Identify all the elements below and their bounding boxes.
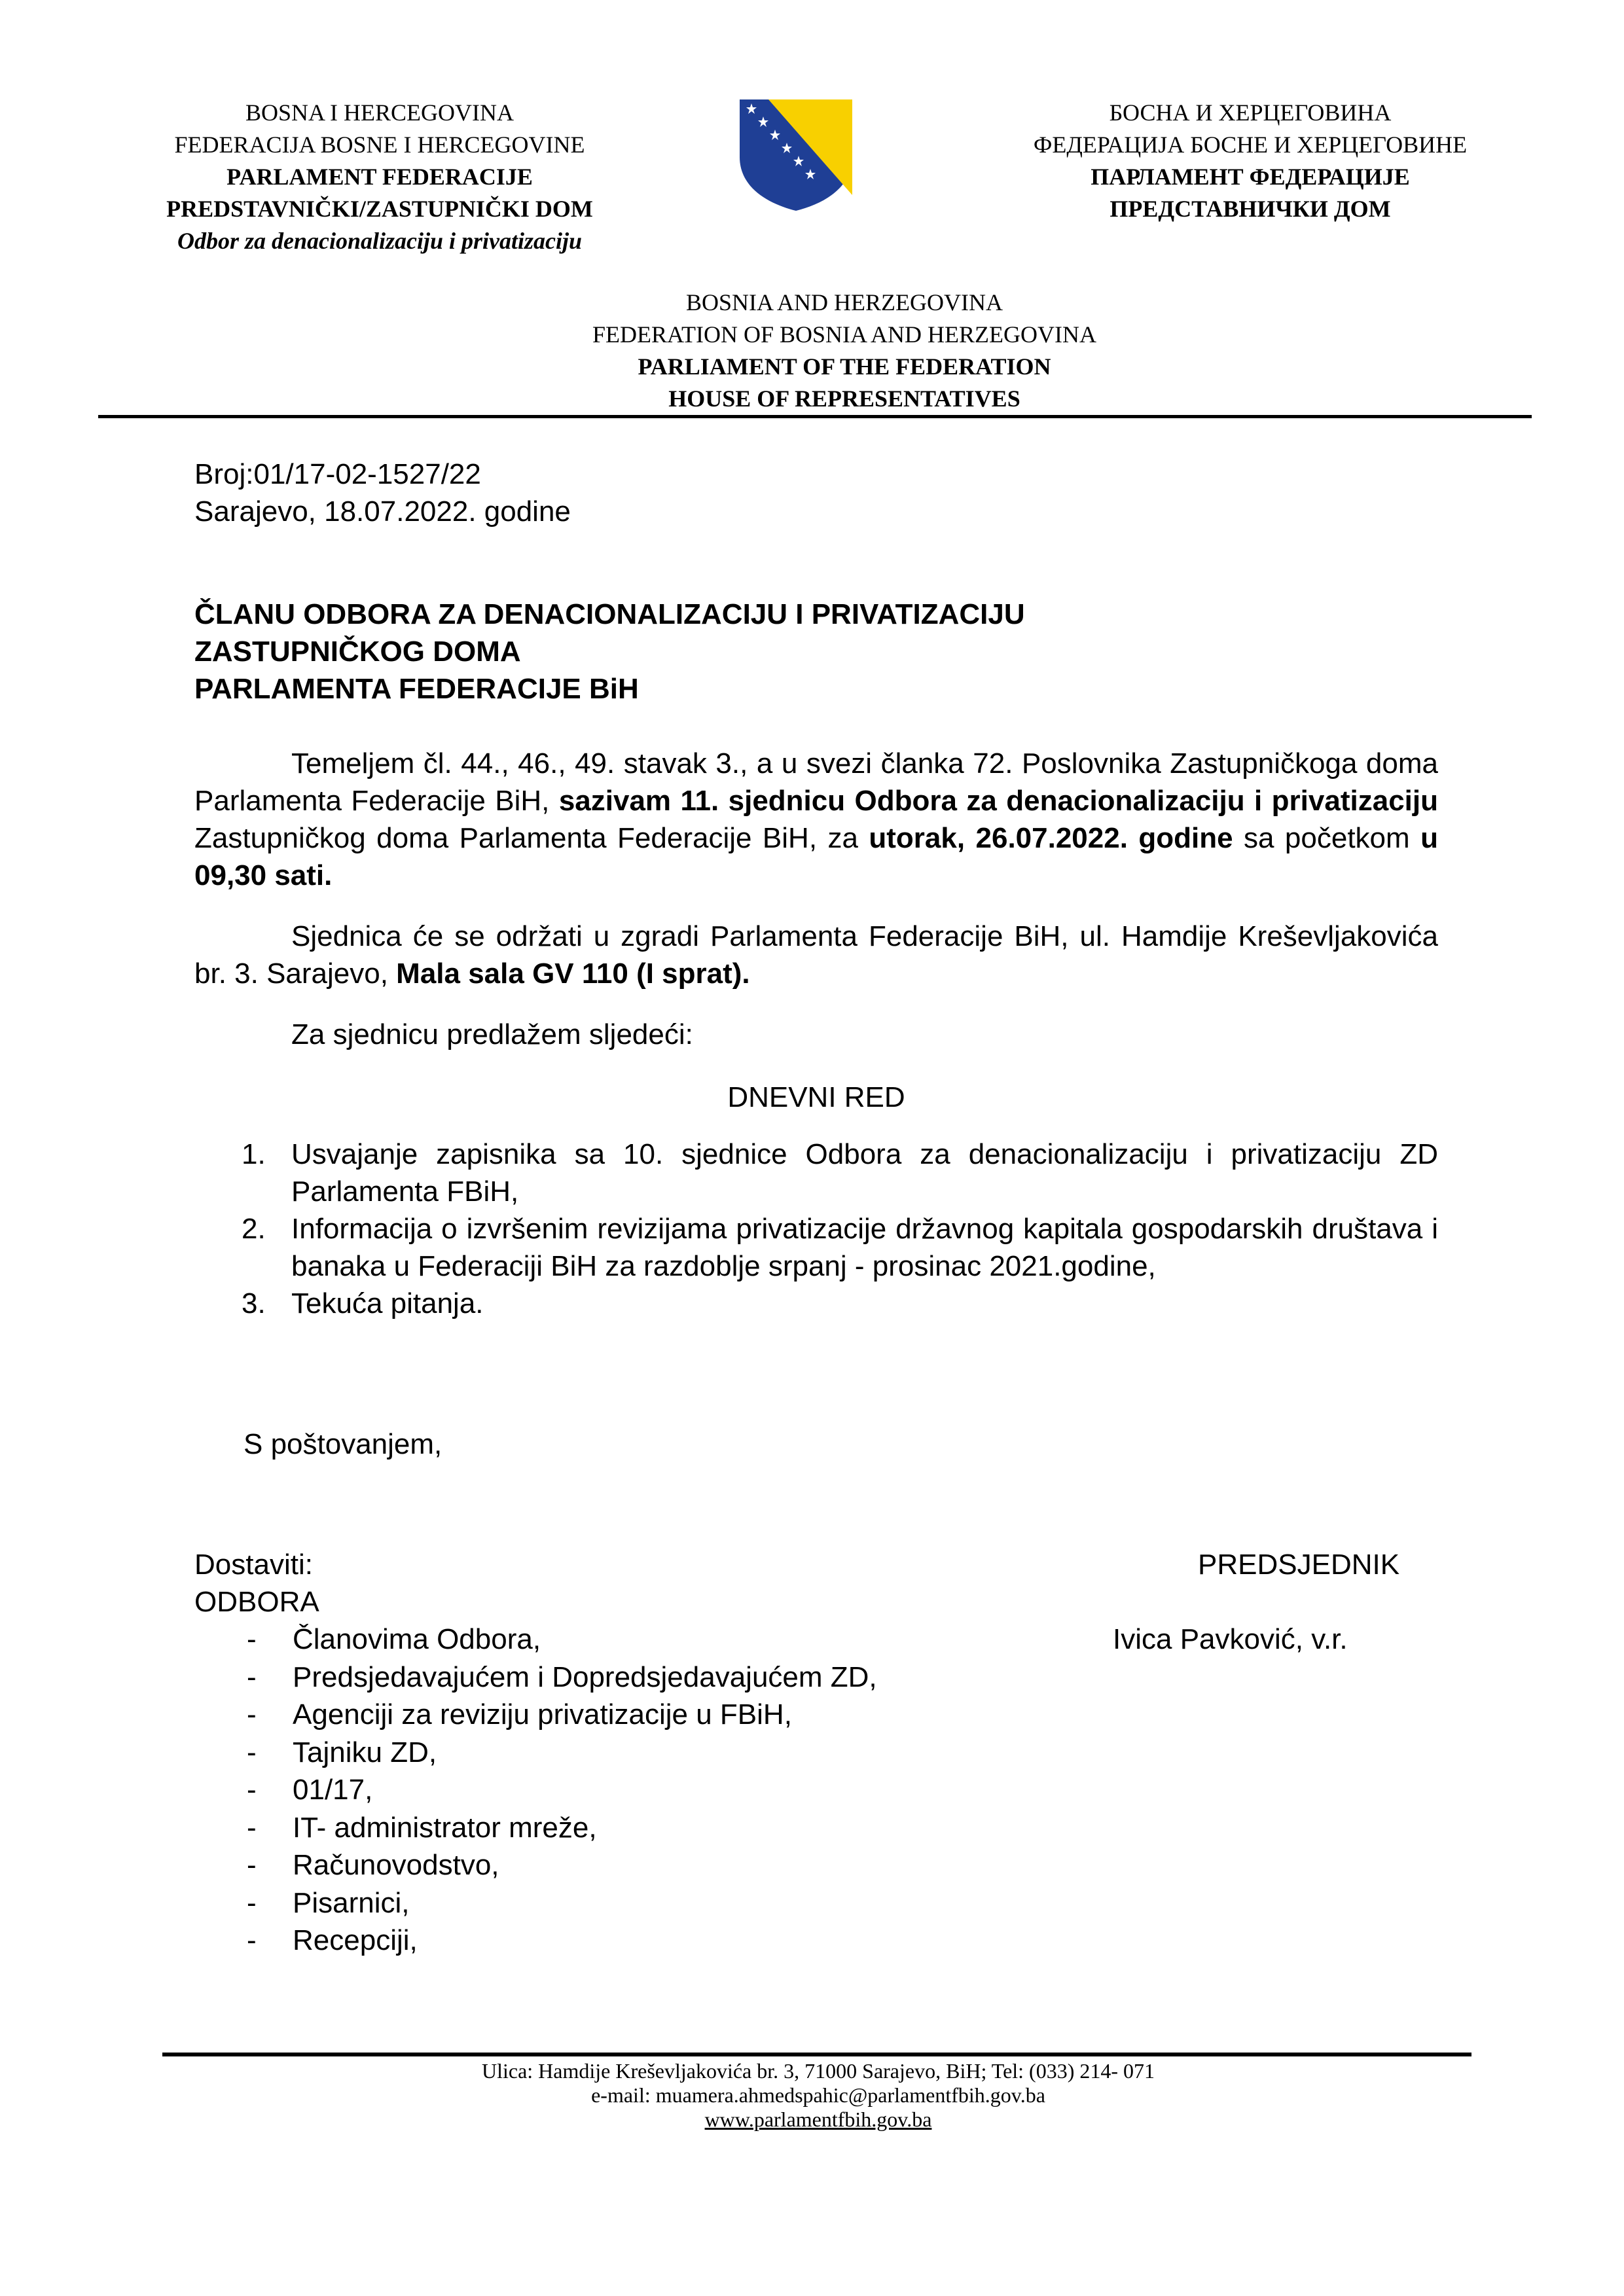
- recipient-item: [194, 1621, 877, 1659]
- reference-block: [194, 456, 571, 530]
- recipient-text: Pisarnici,: [293, 1886, 410, 1919]
- place-date: Sarajevo, 18.07.2022. godine: [194, 495, 571, 528]
- agenda-item-number: 2.: [242, 1213, 266, 1245]
- dash-bullet: -: [247, 1849, 257, 1881]
- header-en-line-3: PARLIAMENT OF THE FEDERATION: [638, 353, 1051, 380]
- closing-greeting: S poštovanjem,: [244, 1428, 442, 1460]
- recipient-item: [194, 1696, 877, 1734]
- recipient-text: Predsjedavajućem i Dopredsjedavajućem ZD,: [293, 1660, 877, 1693]
- recipient-text: Računovodstvo,: [293, 1849, 499, 1881]
- addressee: [194, 596, 1025, 708]
- recipient-item: [194, 1809, 877, 1847]
- header-left-line-4: PREDSTAVNIČKI/ZASTUPNIČKI DOM: [166, 196, 593, 222]
- agenda-intro: Za sjednicu predlažem sljedeći:: [291, 1018, 693, 1050]
- addressee-line-1: ČLANU ODBORA ZA DENACIONALIZACIJU I PRIVATIZACIJU: [194, 598, 1025, 630]
- dash-bullet: -: [247, 1774, 257, 1806]
- header-right: [956, 97, 1545, 225]
- recipient-item: [194, 1659, 877, 1696]
- header-en-line-2: FEDERATION OF BOSNIA AND HERZEGOVINA: [592, 321, 1096, 348]
- recipients-list: [194, 1621, 877, 1960]
- agenda-item-text: Usvajanje zapisnika sa 10. sjednice Odbora za denacionalizaciju i privatizaciju ZD Parlamenta FBiH,: [291, 1138, 1438, 1208]
- dash-bullet: -: [247, 1698, 257, 1731]
- footer-divider: [162, 2053, 1471, 2056]
- header-en-line-4: HOUSE OF REPRESENTATIVES: [668, 386, 1020, 412]
- agenda-item-number: 3.: [242, 1287, 266, 1319]
- p1-meeting-date: utorak, 26.07.2022. godine: [869, 822, 1233, 854]
- recipient-item: [194, 1922, 877, 1960]
- recipient-text: Članovima Odbora,: [293, 1623, 541, 1655]
- addressee-line-3: PARLAMENTA FEDERACIJE BiH: [194, 673, 639, 705]
- header-divider: [98, 415, 1532, 418]
- p1-bold-1: sazivam 11. sjednicu Odbora za denacionalizaciju i privatizaciju: [558, 785, 1438, 817]
- recipient-item: [194, 1734, 877, 1772]
- footer: [295, 2059, 1342, 2132]
- header-en-line-1: BOSNIA AND HERZEGOVINA: [686, 289, 1003, 315]
- header-right-line-1: БОСНА И ХЕРЦЕГОВИНА: [1109, 99, 1392, 126]
- dash-bullet: -: [247, 1924, 257, 1956]
- header-english: [419, 287, 1270, 415]
- p1-text-1: Temeljem čl. 44., 46., 49. stavak 3., a u svezi članka 72. Poslovnika Zastupničkoga doma Parlamenta Federacije BiH,: [194, 747, 1438, 817]
- recipient-item: [194, 1771, 877, 1809]
- p1-meeting-time: u 09,30 sati.: [194, 822, 1438, 891]
- footer-address: Ulica: Hamdije Kreševljakovića br. 3, 71000 Sarajevo, BiH; Tel: (033) 214- 071: [481, 2059, 1155, 2083]
- p1-text-3: sa početkom: [1233, 822, 1421, 854]
- footer-website-link[interactable]: www.parlamentfbih.gov.ba: [704, 2108, 932, 2131]
- delivery-label: Dostaviti:: [194, 1549, 313, 1581]
- agenda-item: [194, 1285, 1438, 1322]
- signature-odbora: ODBORA: [194, 1586, 319, 1618]
- reference-number: Broj:01/17-02-1527/22: [194, 458, 481, 490]
- committee-name: Odbor za denacionalizaciju i privatizaciju: [177, 228, 583, 254]
- header-left-line-1: BOSNA I HERCEGOVINA: [245, 99, 514, 126]
- recipient-text: Agenciji za reviziju privatizacije u FBiH,: [293, 1698, 792, 1731]
- recipient-text: 01/17,: [293, 1774, 373, 1806]
- header-right-line-4: ПРЕДСТАВНИЧКИ ДОМ: [1110, 196, 1391, 222]
- recipient-text: IT- administrator mreže,: [293, 1811, 597, 1844]
- dash-bullet: -: [247, 1886, 257, 1919]
- signature-title: PREDSJEDNIK: [1198, 1549, 1400, 1581]
- agenda-item-text: Informacija o izvršenim revizijama privatizacije državnog kapitala gospodarskih društava i banaka u Federaciji BiH za razdoblje srpanj - prosinac 2021.godine,: [291, 1213, 1438, 1282]
- agenda-title: DNEVNI RED: [727, 1081, 905, 1113]
- agenda-list: [194, 1136, 1438, 1322]
- footer-email[interactable]: e-mail: muamera.ahmedspahic@parlamentfbih.gov.ba: [591, 2083, 1045, 2107]
- agenda-item: [194, 1210, 1438, 1285]
- location-paragraph: [194, 918, 1438, 992]
- header-right-line-2: ФЕДЕРАЦИЈА БОСНЕ И ХЕРЦЕГОВИНЕ: [1033, 132, 1468, 158]
- dash-bullet: -: [247, 1811, 257, 1844]
- header-left: [118, 97, 641, 257]
- agenda-item-text: Tekuća pitanja.: [291, 1287, 484, 1319]
- dash-bullet: -: [247, 1623, 257, 1655]
- agenda-item-number: 1.: [242, 1138, 266, 1170]
- agenda-item: [194, 1136, 1438, 1210]
- header-left-line-3: PARLAMENT FEDERACIJE: [226, 164, 533, 190]
- recipient-item: [194, 1884, 877, 1922]
- p1-text-2: Zastupničkog doma Parlamenta Federacije BiH, za: [194, 822, 869, 854]
- dash-bullet: -: [247, 1660, 257, 1693]
- recipient-text: Recepciji,: [293, 1924, 418, 1956]
- p2-room: Mala sala GV 110 (I sprat).: [396, 958, 750, 990]
- recipient-item: [194, 1846, 877, 1884]
- addressee-line-2: ZASTUPNIČKOG DOMA: [194, 636, 521, 668]
- recipient-text: Tajniku ZD,: [293, 1736, 437, 1768]
- header-right-line-3: ПАРЛАМЕНТ ФЕДЕРАЦИЈЕ: [1091, 164, 1410, 190]
- p2-text-1: Sjednica će se održati u zgradi Parlamenta Federacije BiH, ul. Hamdije Kreševljakovića br. 3. Sarajevo,: [194, 920, 1438, 990]
- convocation-paragraph: [194, 745, 1438, 894]
- coat-of-arms-icon: [737, 97, 855, 212]
- header-left-line-2: FEDERACIJA BOSNE I HERCEGOVINE: [174, 132, 585, 158]
- signature-name: Ivica Pavković, v.r.: [1113, 1623, 1348, 1655]
- dash-bullet: -: [247, 1736, 257, 1768]
